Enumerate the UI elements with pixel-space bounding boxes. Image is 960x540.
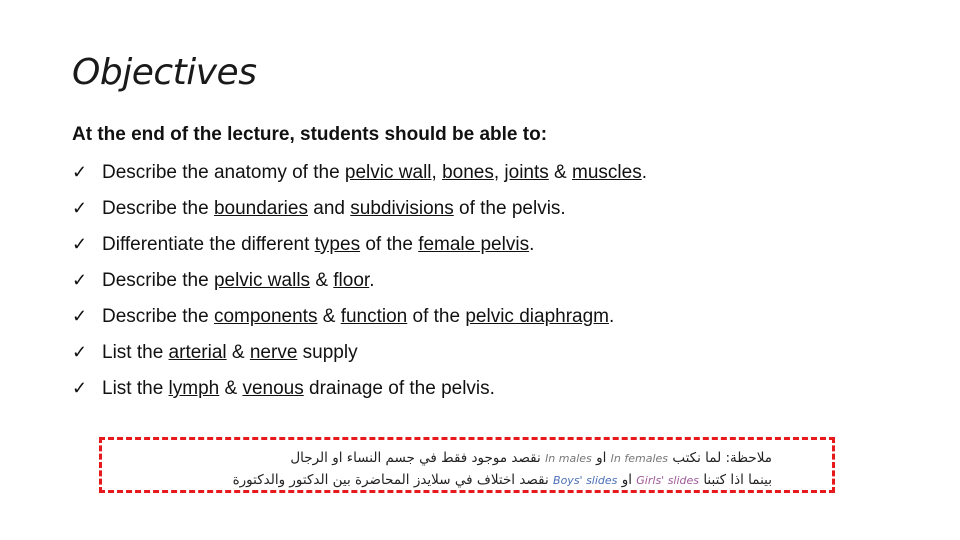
checkmark-icon: ✓ (72, 234, 88, 254)
note-line-1: ملاحظة: لما نكتب In females او In males نقصد موجود فقط في جسم النساء او الرجال (290, 450, 772, 466)
checkmark-icon: ✓ (72, 342, 88, 362)
checkmark-icon: ✓ (72, 270, 88, 290)
note-box (99, 437, 835, 493)
objective-item: ✓ List the arterial & nerve supply (72, 342, 358, 363)
objective-item: ✓ Describe the anatomy of the pelvic wall, bones, joints & muscles. (72, 162, 647, 183)
slide-title: Objectives (72, 52, 257, 93)
note-line-2: بينما اذا كتبنا Girls' slides او Boys' slides نقصد اختلاف في سلايدز المحاضرة بين الدكتور والدكتورة (232, 472, 772, 488)
checkmark-icon: ✓ (72, 378, 88, 398)
intro-text: At the end of the lecture, students should be able to: (72, 124, 548, 145)
checkmark-icon: ✓ (72, 162, 88, 182)
objective-item: ✓ Differentiate the different types of the female pelvis. (72, 234, 535, 255)
objective-item: ✓ List the lymph & venous drainage of the pelvis. (72, 378, 495, 399)
objectives-list (72, 160, 647, 412)
objective-item: ✓ Describe the pelvic walls & floor. (72, 270, 375, 291)
objective-item: ✓ Describe the components & function of the pelvic diaphragm. (72, 306, 615, 327)
checkmark-icon: ✓ (72, 198, 88, 218)
checkmark-icon: ✓ (72, 306, 88, 326)
objective-item: ✓ Describe the boundaries and subdivisions of the pelvis. (72, 198, 566, 219)
